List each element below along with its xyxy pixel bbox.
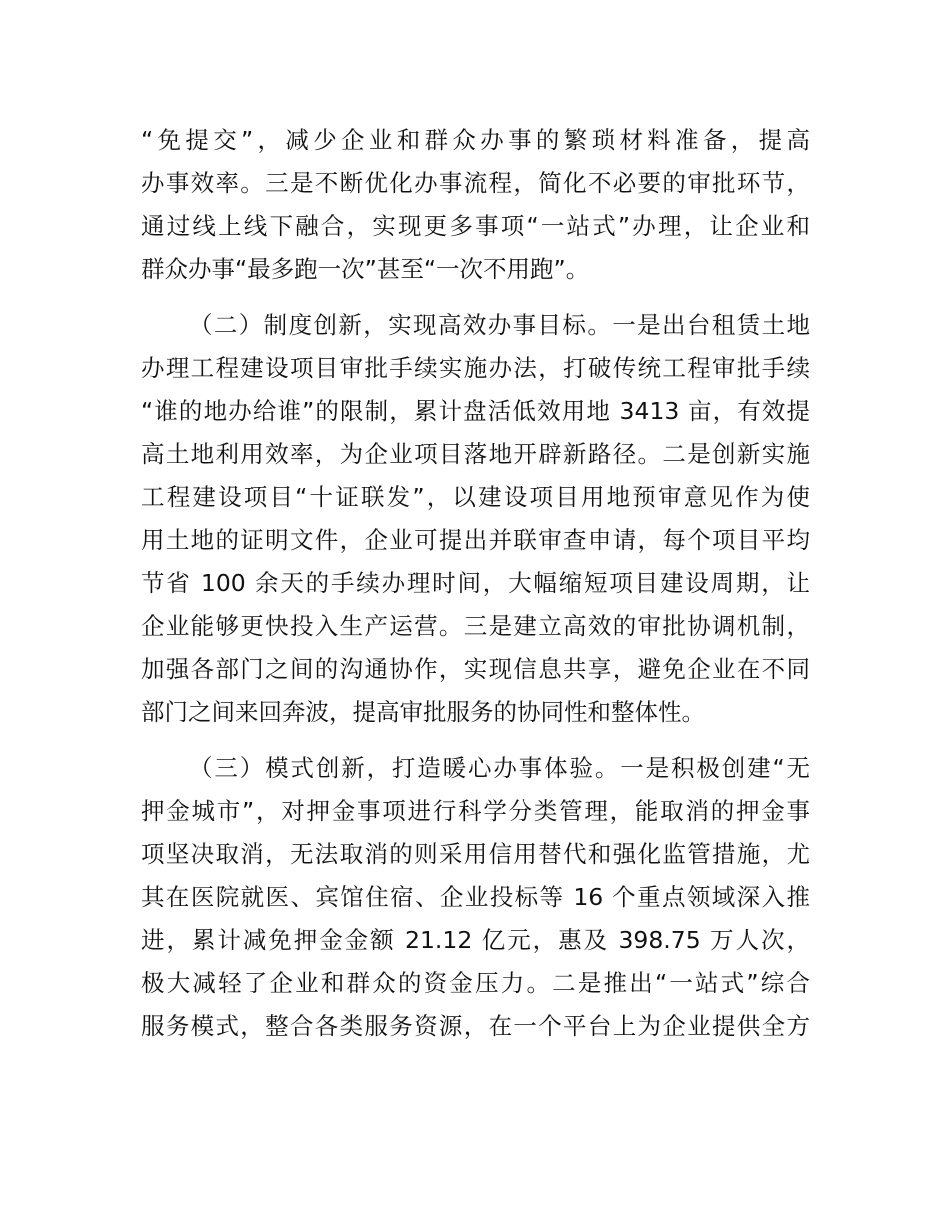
document-page (141, 119, 810, 1061)
text-line: 押金城市”，对押金事项进行科学分类管理，能取消的押金事 (141, 797, 810, 825)
text-line: 群众办事“最多跑一次”甚至“一次不用跑”。 (141, 255, 590, 283)
paragraph-model-innovation (141, 747, 810, 1048)
paragraph-institutional-innovation (141, 304, 810, 734)
text-line: 企业能够更快投入生产运营。三是建立高效的审批协调机制， (141, 612, 810, 640)
text-line: 加强各部门之间的沟通协作，实现信息共享，避免企业在不同 (141, 655, 810, 683)
text-line: 用土地的证明文件，企业可提出并联审查申请，每个项目平均 (141, 526, 810, 554)
text-line: 极大减轻了企业和群众的资金压力。二是推出“一站式”综合 (141, 969, 810, 997)
text-line: 高土地利用效率，为企业项目落地开辟新路径。二是创新实施 (141, 440, 810, 468)
text-line: （二）制度创新，实现高效办事目标。一是出台租赁土地 (189, 311, 810, 339)
text-line: “谁的地办给谁”的限制，累计盘活低效用地 3413 亩，有效提 (141, 397, 810, 425)
text-line: 其在医院就医、宾馆住宿、企业投标等 16 个重点领域深入推 (141, 883, 810, 911)
text-line: 项坚决取消，无法取消的则采用信用替代和强化监管措施，尤 (141, 840, 810, 868)
text-line: “免提交”，减少企业和群众办事的繁琐材料准备，提高 (141, 126, 810, 154)
text-line: 办事效率。三是不断优化办事流程，简化不必要的审批环节， (141, 169, 810, 197)
text-line: 进，累计减免押金金额 21.12 亿元，惠及 398.75 万人次， (141, 926, 810, 954)
text-line: 通过线上线下融合，实现更多事项“一站式”办理，让企业和 (141, 212, 810, 240)
text-line: 节省 100 余天的手续办理时间，大幅缩短项目建设周期，让 (141, 569, 810, 597)
text-line: （三）模式创新，打造暖心办事体验。一是积极创建“无 (189, 754, 810, 782)
text-line: 部门之间来回奔波，提高审批服务的协同性和整体性。 (141, 698, 705, 726)
text-line: 工程建设项目“十证联发”，以建设项目用地预审意见作为使 (141, 483, 810, 511)
text-line: 办理工程建设项目审批手续实施办法，打破传统工程审批手续 (141, 354, 810, 382)
paragraph-1 (141, 119, 810, 291)
text-line: 服务模式，整合各类服务资源，在一个平台上为企业提供全方 (141, 1012, 810, 1040)
